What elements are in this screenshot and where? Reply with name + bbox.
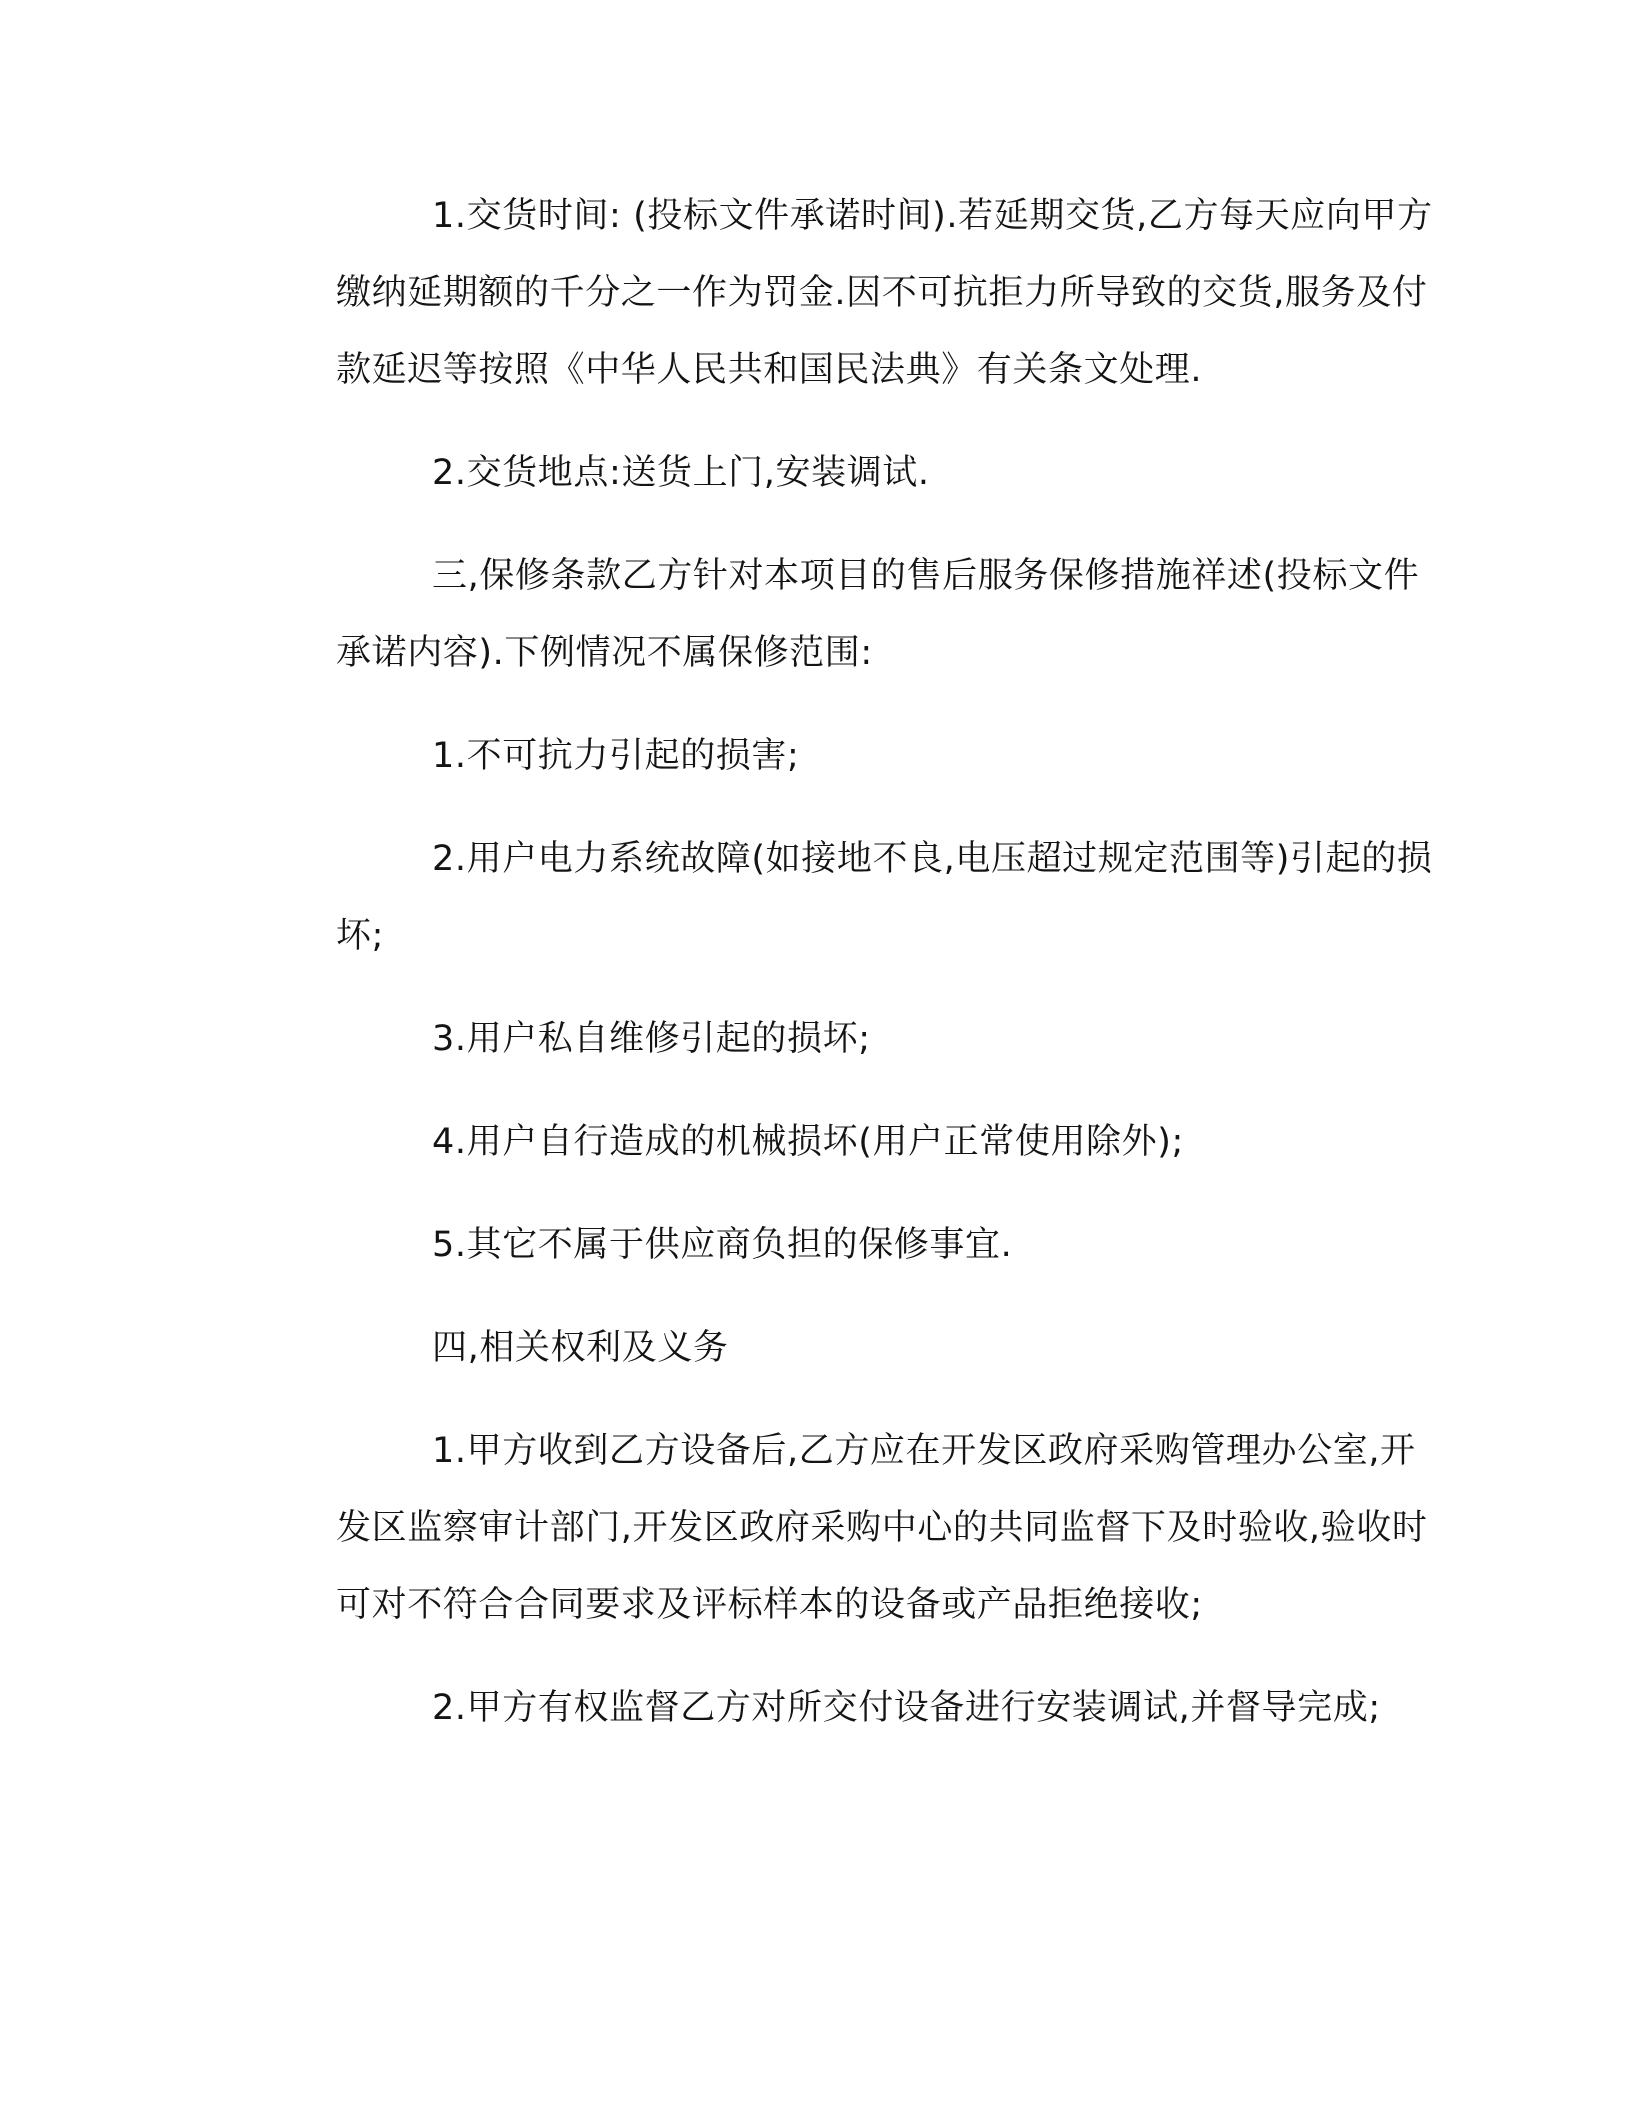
text-line: 5.其它不属于供应商负担的保修事宜. [432, 1225, 1013, 1265]
text-line: 3.用户私自维修引起的损坏; [432, 1019, 871, 1059]
paragraph-delivery-time [240, 178, 1433, 409]
text-line: 2.用户电力系统故障(如接地不良,电压超过规定范围等)引起的损 [432, 839, 1433, 879]
text-line: 三,保修条款乙方针对本项目的售后服务保修措施祥述(投标文件 [432, 556, 1420, 596]
paragraph-exclusion-5 [240, 1207, 1388, 1284]
text-line: 可对不符合合同要求及评标样本的设备或产品拒绝接收; [336, 1585, 1203, 1625]
paragraph-delivery-location [240, 435, 1388, 512]
document-body [240, 178, 1433, 1773]
paragraph-exclusion-3 [240, 1001, 1388, 1078]
text-line: 缴纳延期额的千分之一作为罚金.因不可抗拒力所导致的交货,服务及付 [336, 273, 1428, 313]
text-line: 发区监察审计部门,开发区政府采购中心的共同监督下及时验收,验收时 [336, 1508, 1428, 1548]
paragraph-exclusion-1 [240, 718, 1388, 795]
paragraph-rights-1 [240, 1413, 1428, 1644]
paragraph-exclusion-4 [240, 1104, 1388, 1181]
text-line: 1.不可抗力引起的损害; [432, 736, 800, 776]
paragraph-exclusion-2 [240, 821, 1433, 975]
text-line: 1.甲方收到乙方设备后,乙方应在开发区政府采购管理办公室,开 [432, 1431, 1416, 1471]
section-heading-rights [240, 1310, 1388, 1387]
text-line: 坏; [336, 916, 384, 956]
text-line: 4.用户自行造成的机械损坏(用户正常使用除外); [432, 1122, 1184, 1162]
text-line: 2.甲方有权监督乙方对所交付设备进行安装调试,并督导完成; [432, 1688, 1381, 1728]
text-line: 款延迟等按照《中华人民共和国民法典》有关条文处理. [336, 350, 1203, 390]
text-line: 2.交货地点:送货上门,安装调试. [432, 453, 930, 493]
text-line: 承诺内容).下例情况不属保修范围: [336, 633, 873, 673]
text-line: 四,相关权利及义务 [432, 1328, 729, 1368]
paragraph-warranty-clause [240, 538, 1420, 692]
text-line: 1.交货时间: (投标文件承诺时间).若延期交货,乙方每天应向甲方 [432, 196, 1433, 236]
paragraph-rights-2 [240, 1670, 1388, 1747]
